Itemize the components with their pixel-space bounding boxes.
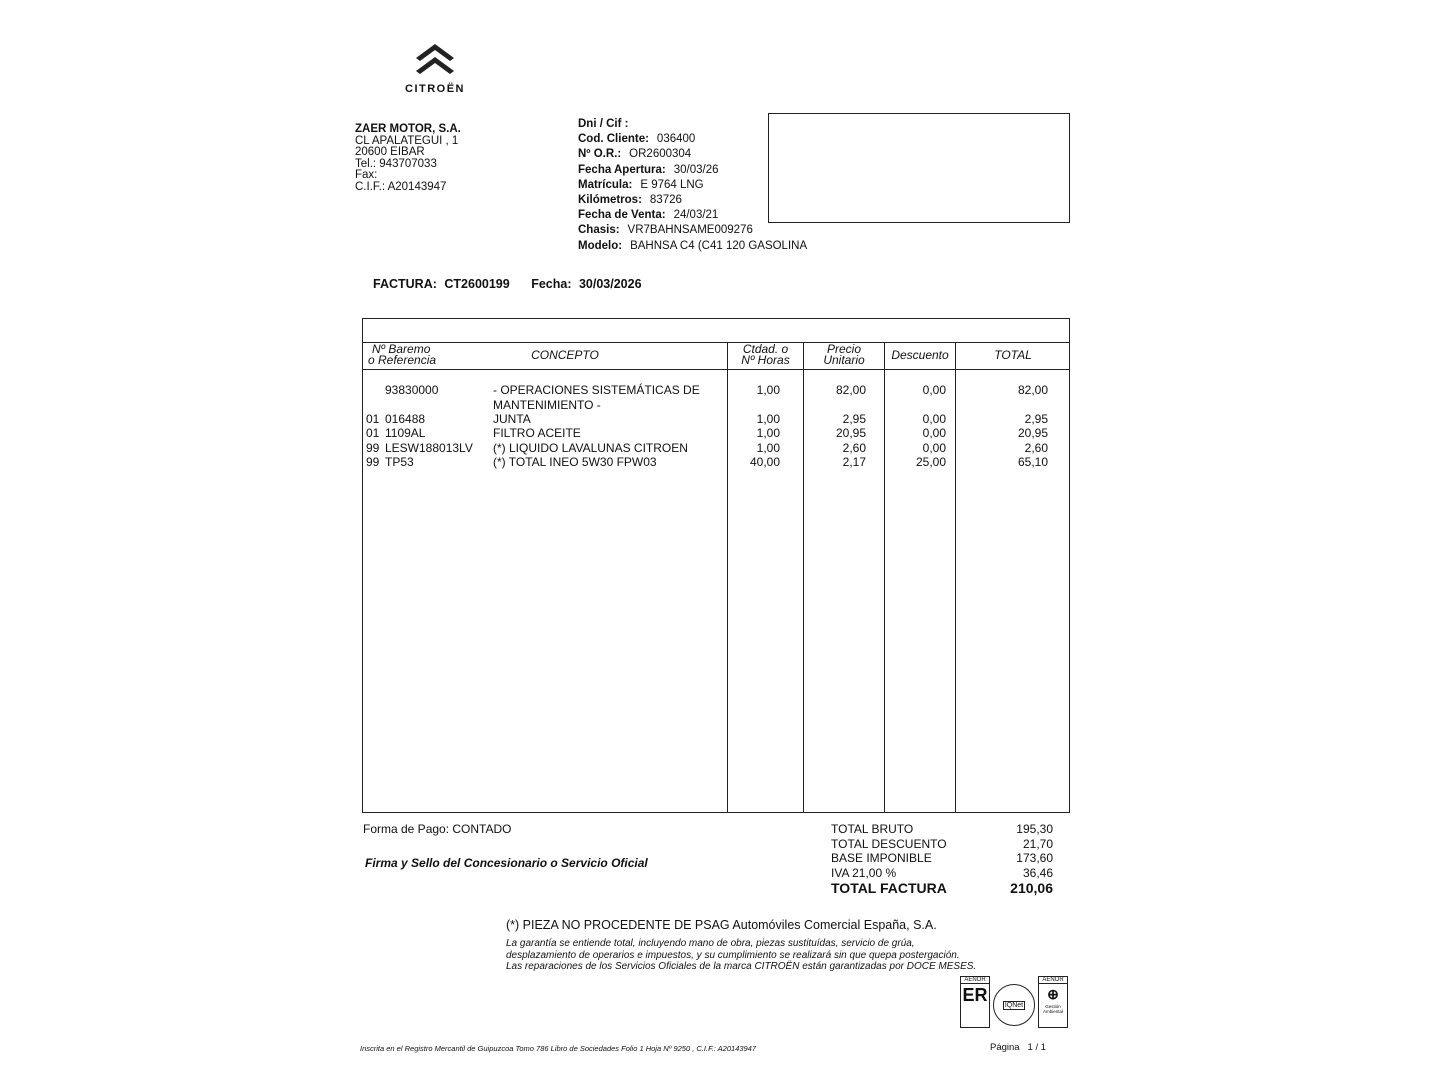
warranty-note: La garantía se entiende total, incluyendo mano de obra, piezas sustituídas, servicio de grúa, desplazamiento de operarios e impuestos, y su cumplimiento se realizará sin que quepa postergación. Las reparaciones de los Servicios Oficiales de la marca CITROËN están garantizadas por DOCE MESES.	[506, 938, 977, 972]
row-price: 2,95	[842, 412, 866, 426]
row-ref: 93830000	[385, 383, 439, 397]
row-qty: 40,00	[749, 455, 780, 469]
citroen-logo	[398, 38, 472, 95]
row-total: 20,95	[1017, 426, 1048, 440]
environment-icon: ⊕	[1047, 986, 1059, 1002]
header-total: TOTAL	[994, 348, 1032, 362]
row-total: 2,95	[1024, 412, 1048, 426]
row-qty: 1,00	[756, 441, 780, 455]
row-total: 2,60	[1024, 441, 1048, 455]
row-total: 82,00	[1017, 383, 1048, 397]
signature-label: Firma y Sello del Concesionario o Servicio Oficial	[365, 856, 648, 870]
iva: IVA 21,00 % 36,46	[831, 865, 1053, 880]
dealer-tel: Tel.: 943707033	[355, 157, 437, 170]
table-top-divider	[362, 342, 1070, 343]
citroen-chevrons-icon	[412, 38, 458, 78]
total-factura: TOTAL FACTURA 210,06	[831, 880, 1053, 897]
row-price: 2,17	[842, 455, 866, 469]
dealer-street: CL APALATEGUI , 1	[355, 134, 459, 147]
fecha-label: Fecha:	[531, 277, 572, 291]
header-reference: Nº Baremo o Referencia	[368, 342, 437, 367]
total-bruto: TOTAL BRUTO 195,30	[831, 822, 1053, 836]
iqnet-badge: IQNet	[993, 984, 1035, 1026]
dealer-cif: C.I.F.: A20143947	[355, 180, 447, 193]
total-descuento: TOTAL DESCUENTO 21,70	[831, 836, 1053, 851]
invoice-header	[373, 277, 642, 291]
row-prefix: 01	[366, 412, 380, 426]
row-concept: JUNTA	[493, 412, 531, 426]
row-concept: FILTRO ACEITE	[493, 426, 581, 440]
header-discount: Descuento	[891, 348, 949, 362]
dealer-fax: Fax:	[355, 169, 378, 181]
pieza-note: (*) PIEZA NO PROCEDENTE DE PSAG Automóviles Comercial España, S.A.	[506, 918, 937, 932]
dealer-name: ZAER MOTOR, S.A.	[355, 123, 461, 135]
row-discount: 0,00	[922, 441, 946, 455]
page-number: Página 1 / 1	[990, 1042, 1047, 1053]
brand-name: CITROËN	[405, 83, 465, 95]
payment-method: Forma de Pago: CONTADO	[363, 822, 512, 836]
row-concept: (*) LIQUIDO LAVALUNAS CITROEN	[493, 441, 688, 455]
address-box	[768, 113, 1070, 223]
info-row: Matrícula: E 9764 LNG	[578, 178, 704, 191]
info-row: Cod. Cliente: 036400	[578, 133, 696, 146]
totals-block	[831, 822, 1053, 896]
base-imponible: BASE IMPONIBLE 173,60	[831, 851, 1053, 866]
row-qty: 1,00	[756, 412, 780, 426]
fecha-value: 30/03/2026	[578, 277, 642, 291]
row-ref: 1109AL	[385, 426, 426, 440]
header-concepto: CONCEPTO	[531, 348, 599, 362]
header-quantity: Ctdad. o Nº Horas	[741, 342, 790, 367]
row-prefix: 99	[366, 441, 380, 455]
row-ref: 016488	[385, 412, 426, 426]
header-price: Precio Unitario	[823, 342, 865, 367]
row-discount: 0,00	[922, 383, 946, 397]
row-price: 20,95	[835, 426, 866, 440]
aenor-gestion-badge: AENOR ⊕ Gestión Ambiental	[1038, 976, 1068, 1028]
row-prefix: 99	[366, 455, 380, 469]
aenor-er-badge: AENOR ER	[960, 976, 990, 1028]
dealer-city: 20600 EIBAR	[355, 146, 425, 158]
row-prefix: 01	[366, 426, 380, 440]
info-row: Modelo: BAHNSA C4 (C41 120 GASOLINA	[578, 239, 808, 252]
row-discount: 25,00	[915, 455, 946, 469]
factura-number: CT2600199	[444, 277, 510, 291]
row-ref: LESW188013LV	[385, 441, 473, 455]
factura-label: FACTURA:	[373, 277, 437, 291]
row-qty: 1,00	[756, 383, 780, 397]
info-row: Kilómetros: 83726	[578, 194, 682, 207]
row-price: 82,00	[835, 383, 866, 397]
dealer-block	[355, 124, 461, 193]
info-row: Chasis: VR7BAHNSAME009276	[578, 224, 753, 237]
row-concept: (*) TOTAL INEO 5W30 FPW03	[493, 455, 657, 469]
row-discount: 0,00	[922, 412, 946, 426]
row-ref: TP53	[385, 455, 414, 469]
row-discount: 0,00	[922, 426, 946, 440]
info-row: Fecha Apertura: 30/03/26	[578, 163, 719, 176]
info-row: Nº O.R.: OR2600304	[578, 148, 692, 161]
row-price: 2,60	[842, 441, 866, 455]
info-row: Dni / Cif :	[578, 118, 629, 130]
registry-footer: Inscrita en el Registro Mercantil de Guipuzcoa Tomo 786 Libro de Sociedades Folio 1 Hoja Nº 9250 , C.I.F.: A20143947	[360, 1044, 757, 1053]
row-qty: 1,00	[756, 426, 780, 440]
info-row: Fecha de Venta: 24/03/21	[578, 209, 719, 222]
table-header-divider	[362, 369, 1070, 370]
row-total: 65,10	[1017, 455, 1048, 469]
row-concept: - OPERACIONES SISTEMÁTICAS DE MANTENIMIENTO -	[493, 383, 700, 412]
